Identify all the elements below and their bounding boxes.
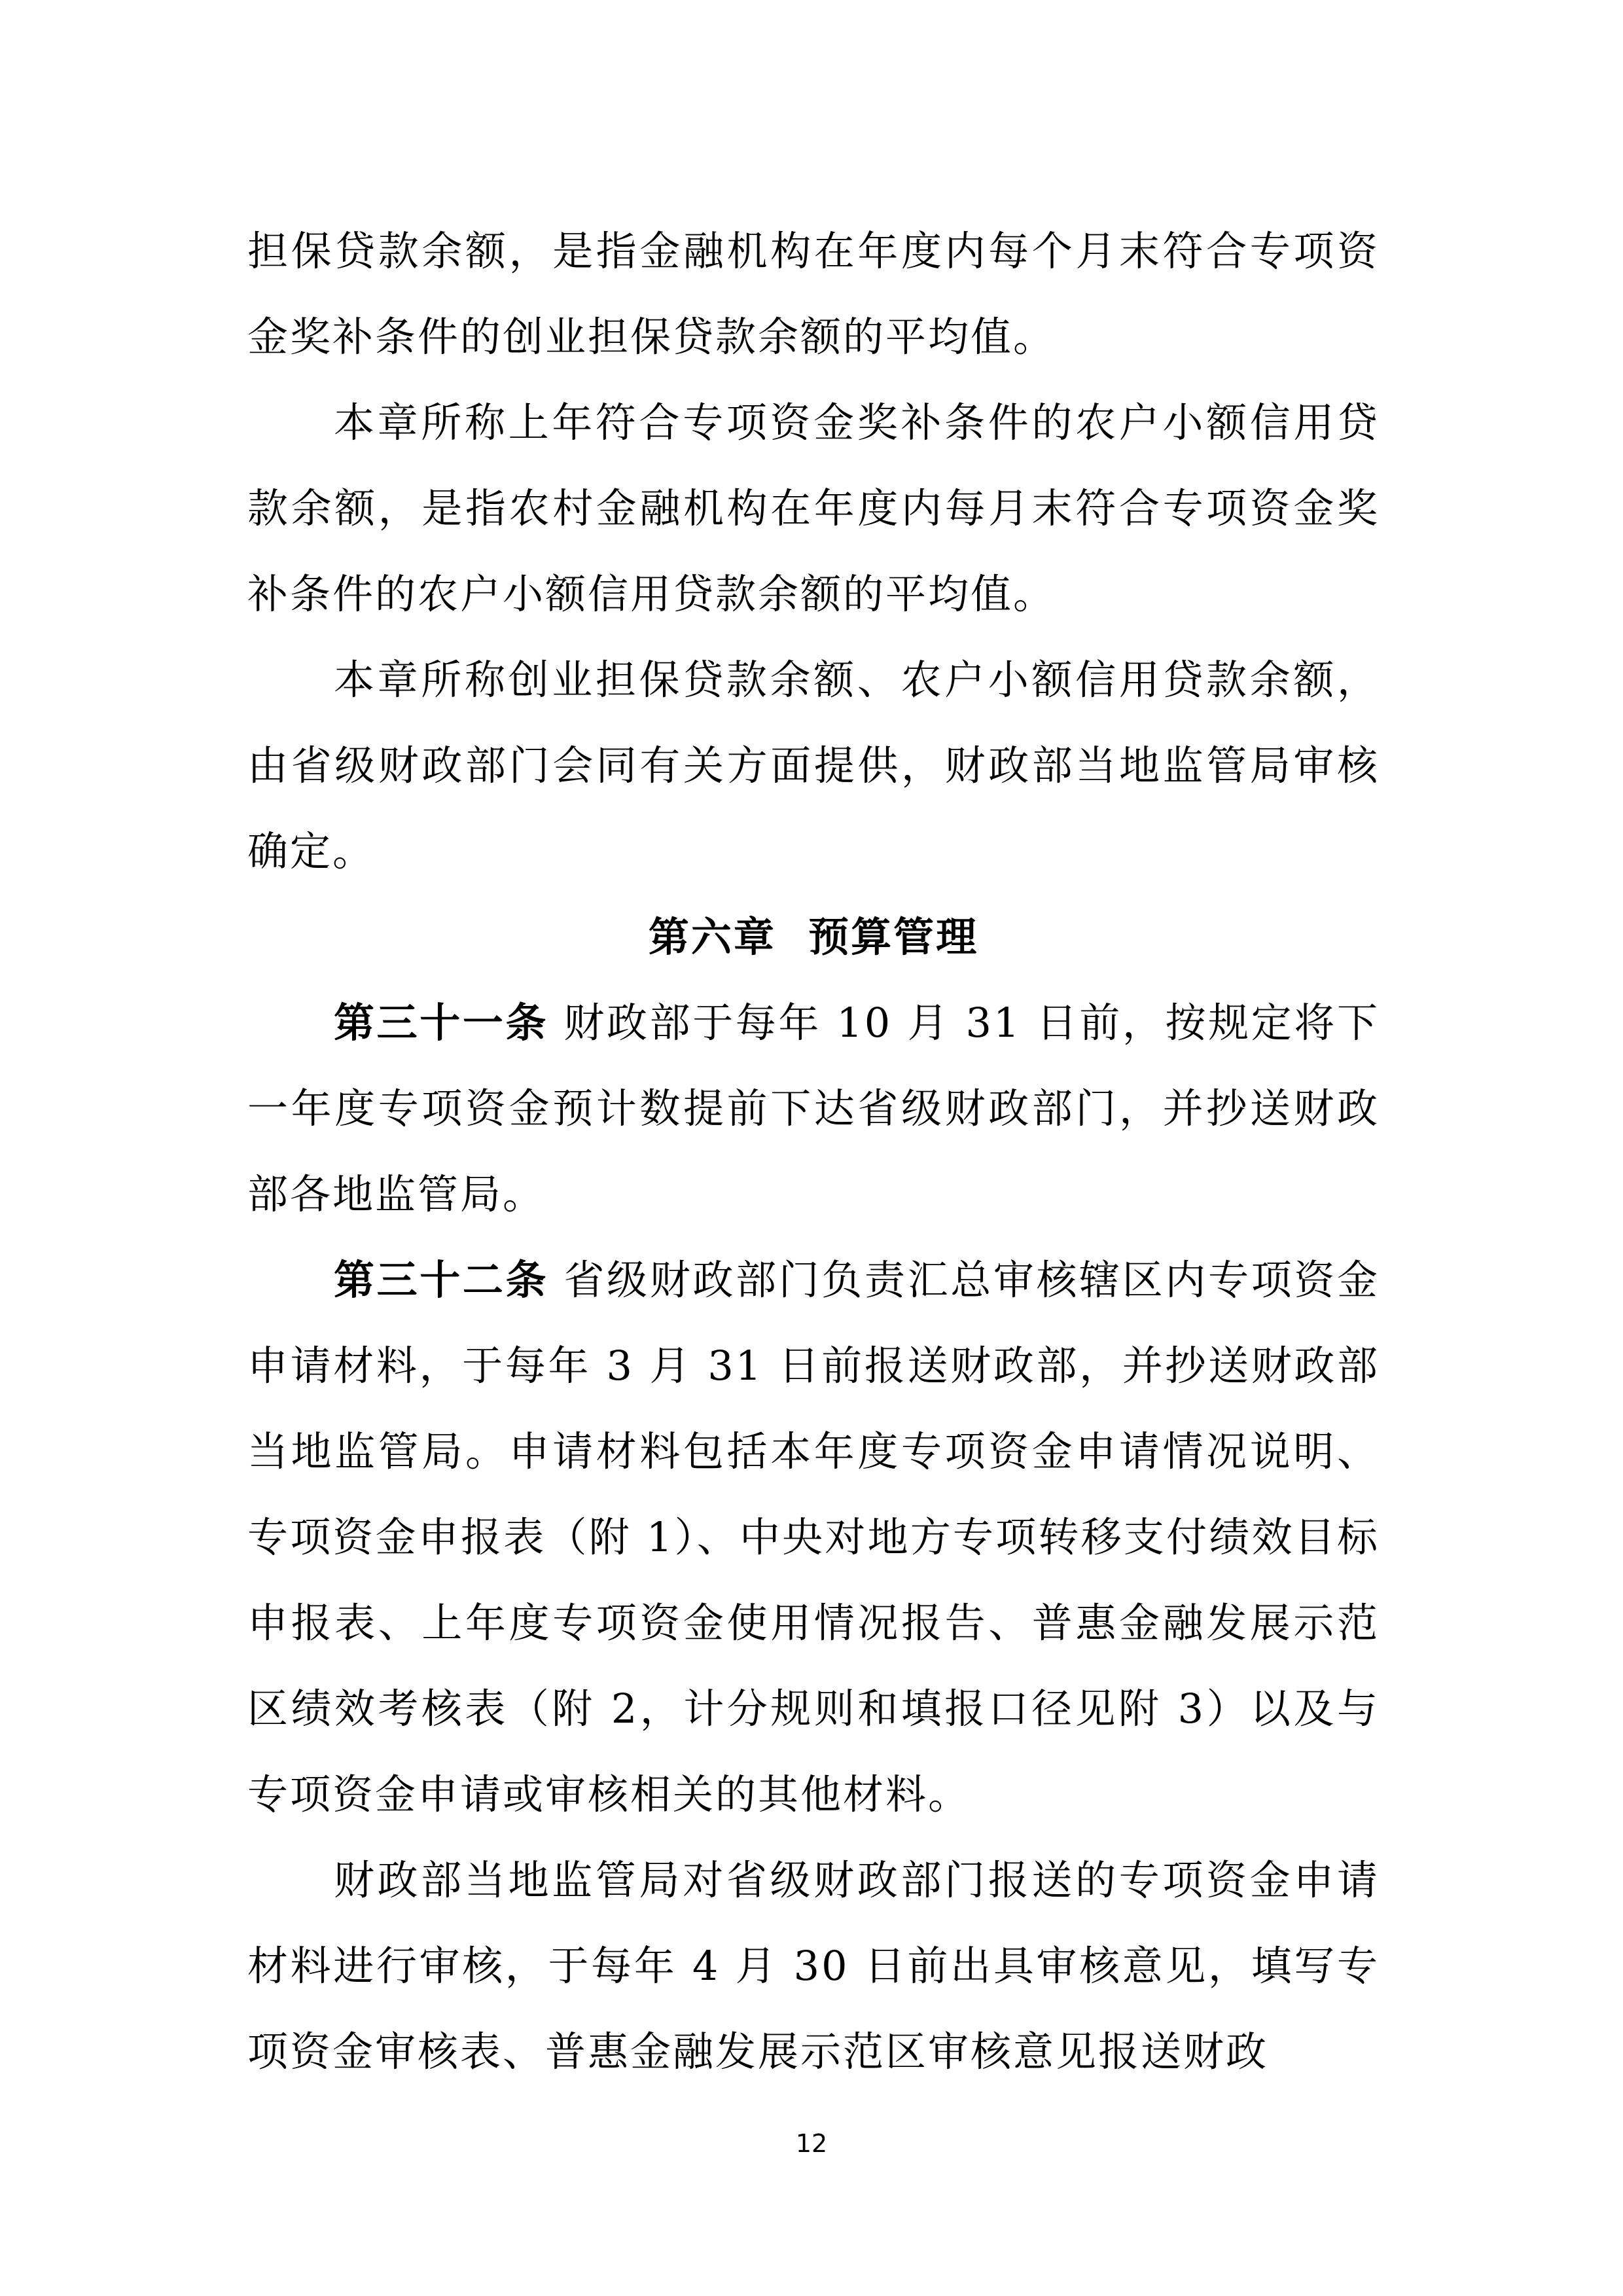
article-32-text: 省级财政部门负责汇总审核辖区内专项资金申请材料，于每年 3 月 31 日前报送财政部，并抄送财政部当地监管局。申请材料包括本年度专项资金申请情况说明、专项资金申报表（附 1）、中央对地方专项转移支付绩效目标申报表、上年度专项资金使用情况报告、普惠金融发展示范区绩效考核表（附 2，计分规则和填报口径见附 3）以及与专项资金申请或审核相关的其他材料。	[247, 1256, 1380, 1818]
article-31-text: 财政部于每年 10 月 31 日前，按规定将下一年度专项资金预计数提前下达省级财政部门，并抄送财政部各地监管局。	[247, 999, 1380, 1218]
paragraph-farmer-microcredit-balance: 本章所称上年符合专项资金奖补条件的农户小额信用贷款余额，是指农村金融机构在年度内每月末符合专项资金奖补条件的农户小额信用贷款余额的平均值。	[247, 399, 1380, 618]
document-body	[247, 208, 1380, 2094]
article-32-label: 第三十二条	[334, 1256, 549, 1304]
article-32	[247, 1237, 1380, 1837]
paragraph-balance-provision: 本章所称创业担保贷款余额、农户小额信用贷款余额，由省级财政部门会同有关方面提供，财政部当地监管局审核确定。	[247, 656, 1380, 875]
paragraph-guarantee-loan-balance: 担保贷款余额，是指金融机构在年度内每个月末符合专项资金奖补条件的创业担保贷款余额的平均值。	[247, 227, 1380, 361]
article-31-label: 第三十一条	[334, 999, 549, 1047]
chapter-heading: 第六章 预算管理	[648, 913, 979, 961]
page-number: 12	[795, 2129, 828, 2158]
article-31	[247, 980, 1380, 1237]
paragraph-supervision-review: 财政部当地监管局对省级财政部门报送的专项资金申请材料进行审核，于每年 4 月 30 日前出具审核意见，填写专项资金审核表、普惠金融发展示范区审核意见报送财政	[247, 1856, 1380, 2075]
